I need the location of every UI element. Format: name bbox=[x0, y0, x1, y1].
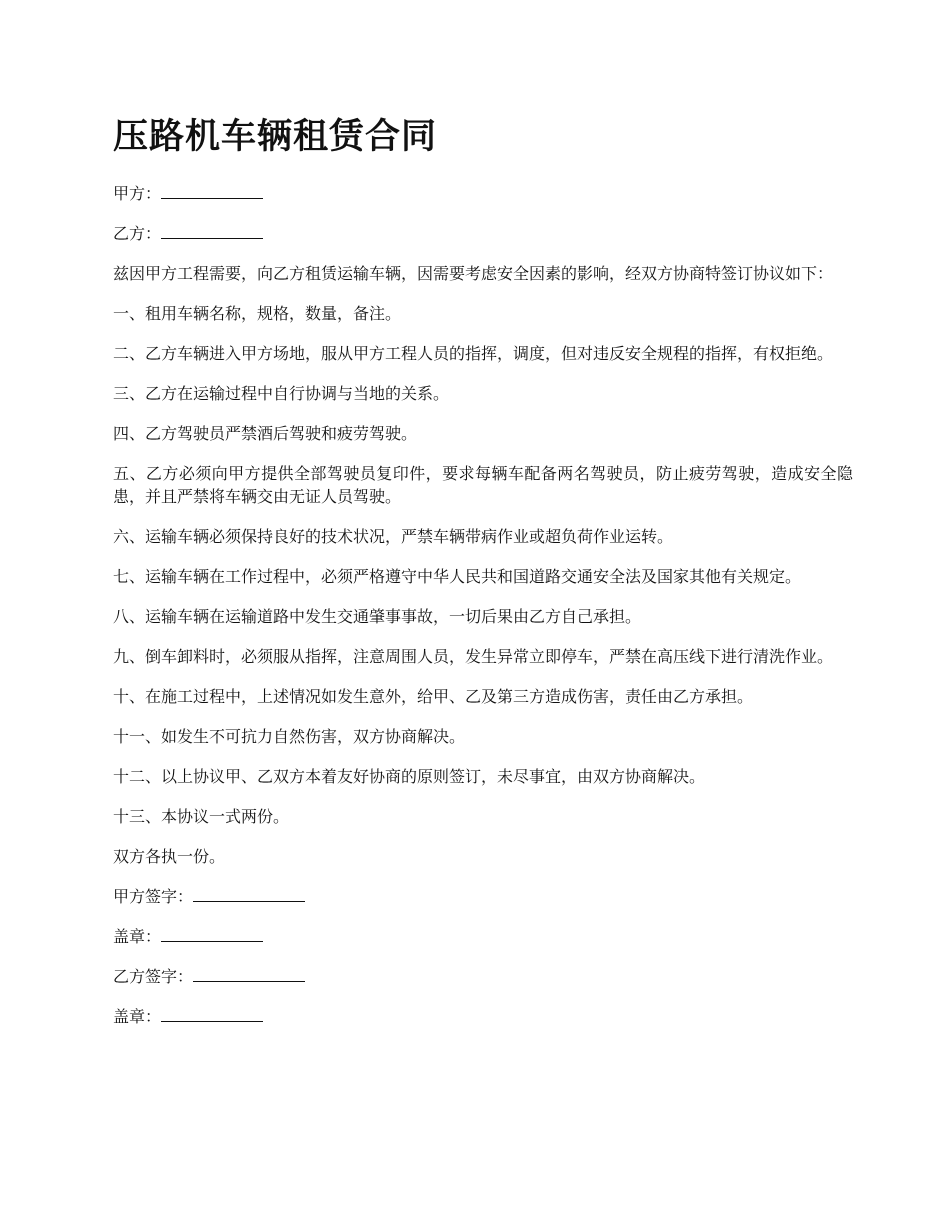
party-a-signature-label: 甲方签字： bbox=[113, 887, 194, 906]
clause-3: 三、乙方在运输过程中自行协调与当地的关系。 bbox=[113, 384, 450, 403]
party-b-signature-field bbox=[113, 965, 853, 988]
party-a-signature-blank bbox=[193, 887, 305, 902]
clause-5: 五、乙方必须向甲方提供全部驾驶员复印件，要求每辆车配备两名驾驶员，防止疲劳驾驶，造成安全隐患，并且严禁将车辆交由无证人员驾驶。 bbox=[113, 464, 853, 506]
party-a-seal-blank bbox=[161, 927, 263, 942]
clause-7: 七、运输车辆在工作过程中，必须严格遵守中华人民共和国道路交通安全法及国家其他有关规定。 bbox=[113, 567, 802, 586]
clause-6: 六、运输车辆必须保持良好的技术状况，严禁车辆带病作业或超负荷作业运转。 bbox=[113, 527, 674, 546]
clause-12: 十二、以上协议甲、乙双方本着友好协商的原则签订，未尽事宜，由双方协商解决。 bbox=[113, 767, 706, 786]
party-b-signature-blank bbox=[193, 967, 305, 982]
party-a-signature-field bbox=[113, 885, 853, 908]
clause-4: 四、乙方驾驶员严禁酒后驾驶和疲劳驾驶。 bbox=[113, 424, 418, 443]
party-b-signature-label: 乙方签字： bbox=[113, 967, 194, 986]
clause-8: 八、运输车辆在运输道路中发生交通肇事事故，一切后果由乙方自己承担。 bbox=[113, 607, 642, 626]
party-a-label: 甲方： bbox=[113, 184, 162, 203]
party-a-seal-field bbox=[113, 925, 853, 948]
clause-1: 一、租用车辆名称，规格，数量，备注。 bbox=[113, 304, 402, 323]
party-b-blank bbox=[161, 224, 263, 239]
copies-note: 双方各执一份。 bbox=[113, 847, 226, 866]
party-b-seal-blank bbox=[161, 1007, 263, 1022]
contract-page bbox=[113, 112, 853, 1045]
clause-2: 二、乙方车辆进入甲方场地，服从甲方工程人员的指挥，调度，但对违反安全规程的指挥，有权拒绝。 bbox=[113, 344, 834, 363]
party-b-seal-field bbox=[113, 1005, 853, 1028]
party-a-field bbox=[113, 182, 853, 205]
party-a-seal-label: 盖章： bbox=[113, 927, 162, 946]
clause-10: 十、在施工过程中，上述情况如发生意外，给甲、乙及第三方造成伤害，责任由乙方承担。 bbox=[113, 687, 754, 706]
party-b-field bbox=[113, 222, 853, 245]
intro-paragraph: 兹因甲方工程需要，向乙方租赁运输车辆，因需要考虑安全因素的影响，经双方协商特签订协议如下： bbox=[113, 264, 834, 283]
party-a-blank bbox=[161, 184, 263, 199]
party-b-label: 乙方： bbox=[113, 224, 162, 243]
clause-13: 十三、本协议一式两份。 bbox=[113, 807, 290, 826]
party-b-seal-label: 盖章： bbox=[113, 1007, 162, 1026]
clause-9: 九、倒车卸料时，必须服从指挥，注意周围人员，发生异常立即停车，严禁在高压线下进行清洗作业。 bbox=[113, 647, 834, 666]
page-title: 压路机车辆租赁合同 bbox=[113, 117, 438, 157]
clause-11: 十一、如发生不可抗力自然伤害，双方协商解决。 bbox=[113, 727, 466, 746]
